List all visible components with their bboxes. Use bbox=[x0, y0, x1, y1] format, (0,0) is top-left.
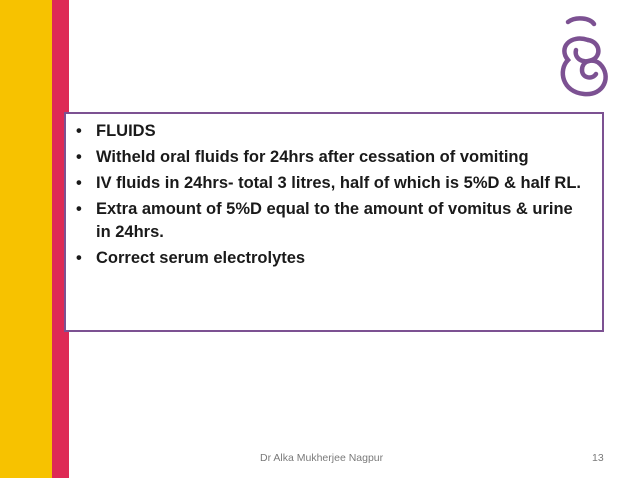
bullet-marker: • bbox=[76, 249, 82, 267]
bullet-marker: • bbox=[76, 122, 82, 140]
footer-author: Dr Alka Mukherjee Nagpur bbox=[260, 452, 384, 464]
bullet-text: Extra amount of 5%D equal to the amount of vomitus & urine in 24hrs. bbox=[96, 200, 573, 241]
bullet-list bbox=[74, 120, 588, 273]
bullet-text: Witheld oral fluids for 24hrs after cessation of vomiting bbox=[96, 148, 529, 166]
list-item bbox=[74, 247, 588, 270]
bullet-text: IV fluids in 24hrs- total 3 litres, half of which is 5%D & half RL. bbox=[96, 174, 581, 192]
bullet-text: Correct serum electrolytes bbox=[96, 249, 306, 267]
list-item bbox=[74, 146, 588, 169]
bullet-text: FLUIDS bbox=[96, 122, 156, 140]
content-box bbox=[64, 112, 604, 332]
left-yellow-bar bbox=[0, 0, 52, 478]
page-number: 13 bbox=[592, 452, 604, 464]
list-item bbox=[74, 120, 588, 143]
bullet-marker: • bbox=[76, 148, 82, 166]
bullet-marker: • bbox=[76, 174, 82, 192]
bullet-marker: • bbox=[76, 200, 82, 218]
decorative-logo-icon bbox=[548, 14, 614, 100]
list-item bbox=[74, 198, 588, 244]
list-item bbox=[74, 172, 588, 195]
